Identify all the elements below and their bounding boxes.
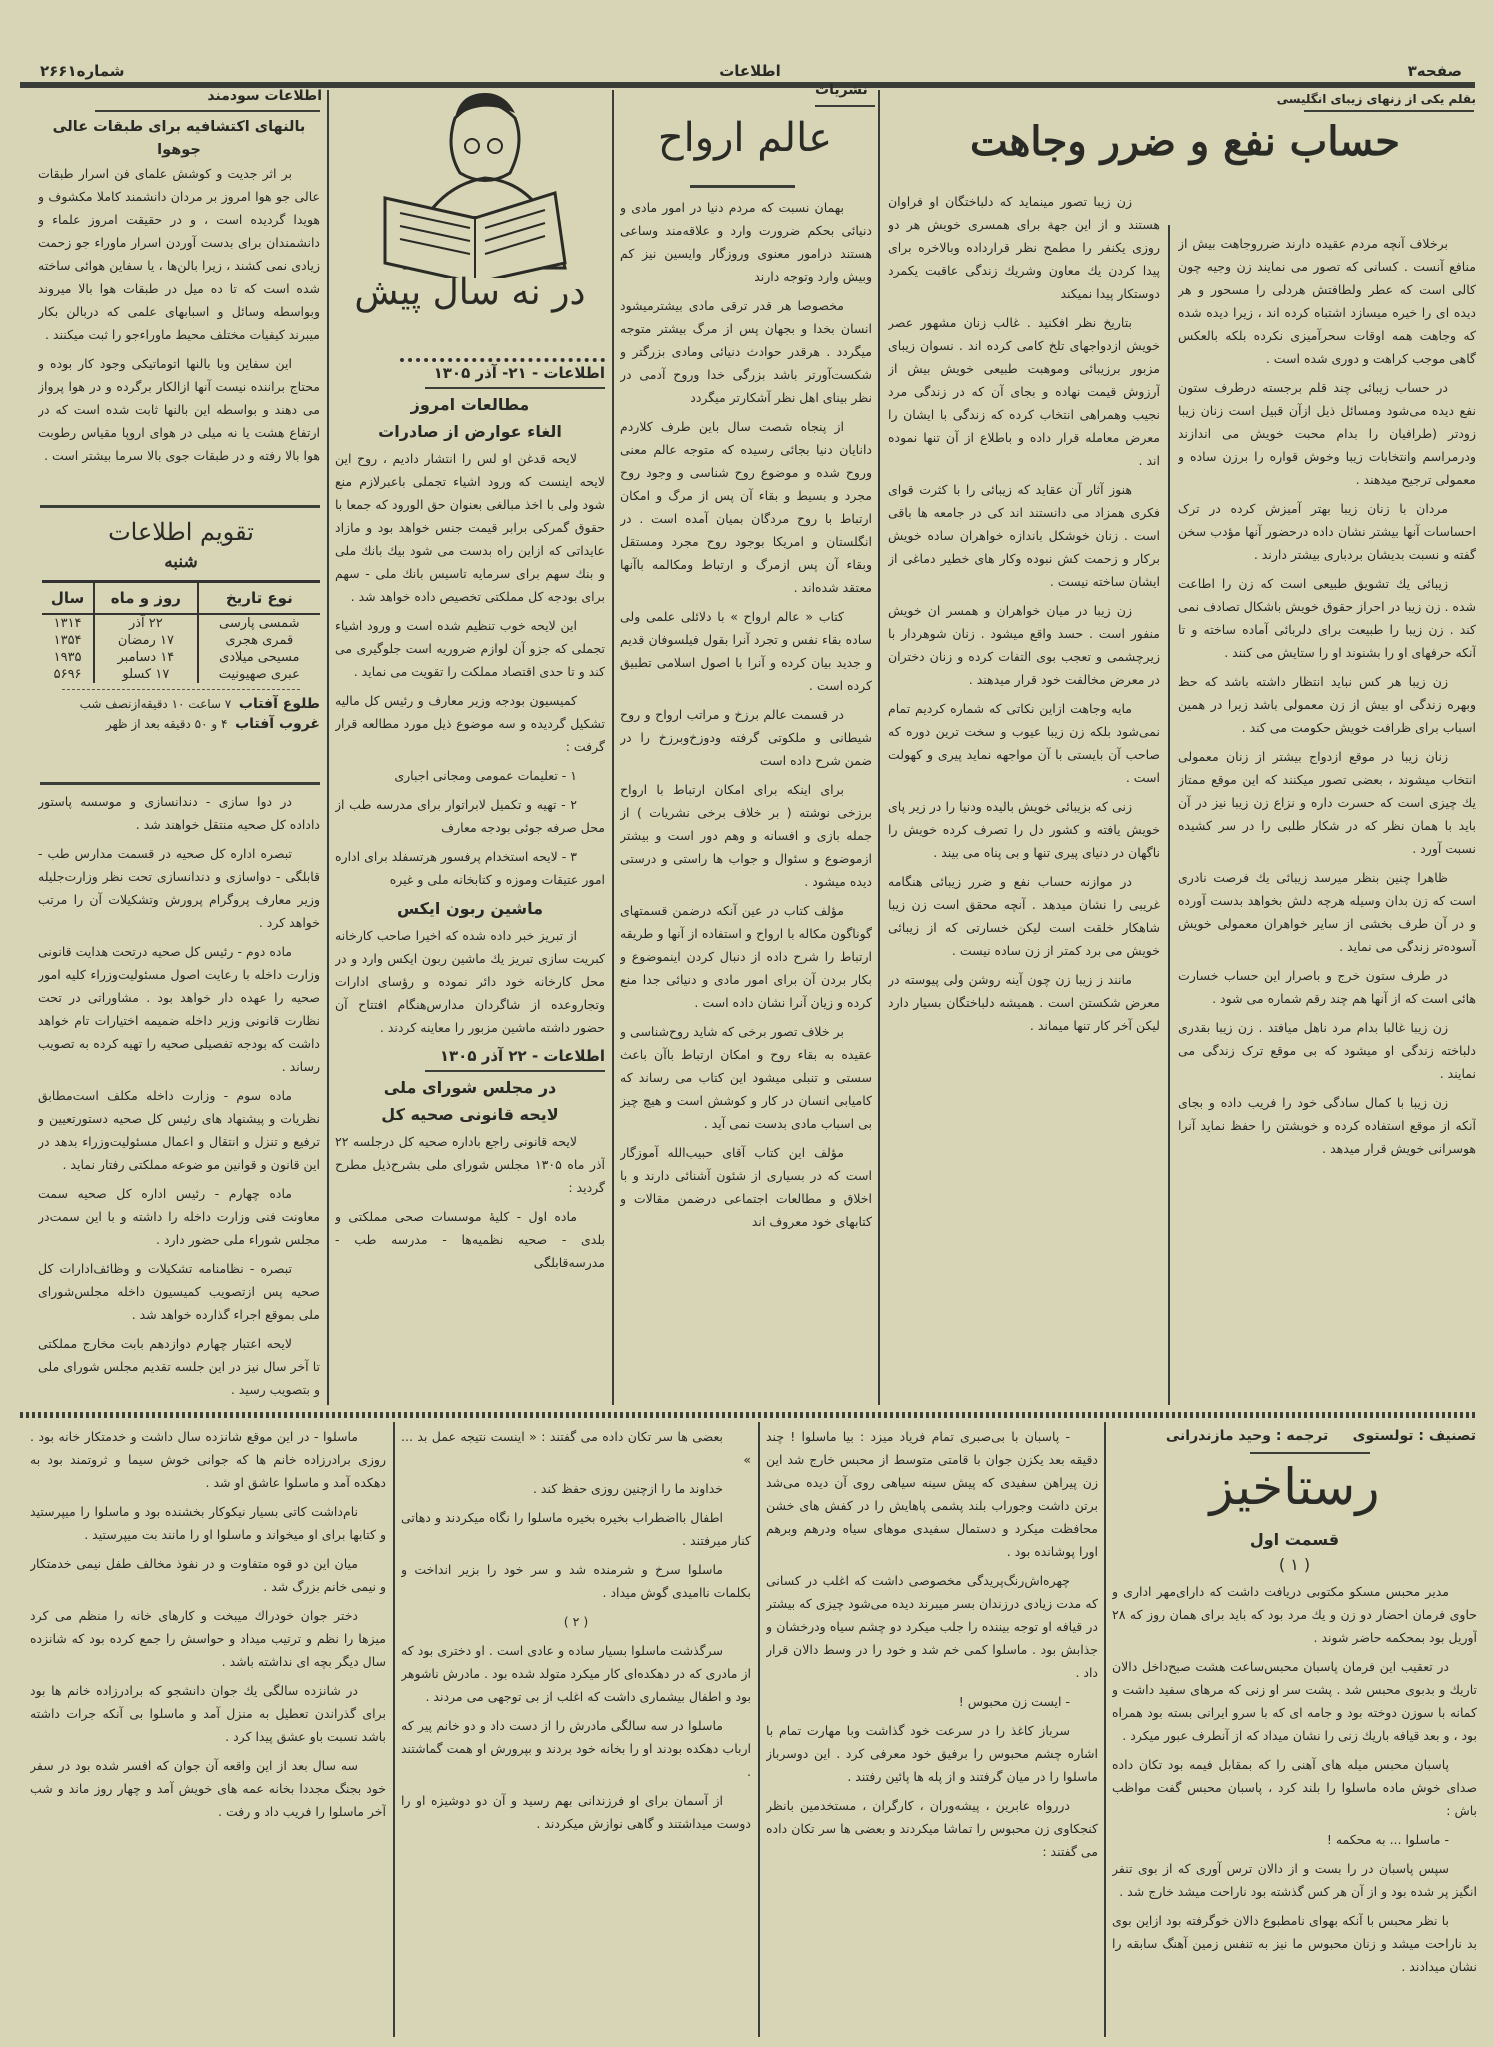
cell: ۱۳۱۴	[42, 614, 94, 632]
cell: قمری هجری	[225, 633, 294, 648]
sunset-row	[42, 716, 320, 732]
section-title: در نه سال پیش	[354, 272, 586, 313]
title-rule	[690, 185, 795, 188]
paragraph: بر اثر جدیت و کوشش علمای فن اسرار طبقات عالی جو هوا امروز بر مردان دانشمند کاملا مکشوف و هویدا گردیده است ، و در حقیقت امروز علماء و دانشمندان برای بدست آوردن اسرار ماوراء جو زحمت زیادی نمی کشند ، زیرا بالن‌ها ، یا سفاین هوائی ساخته شده است که تا ده میل در طبقات هوا بالا میروند وبواسطه وسائل و اسبابهای علمی که دربالن بکار میبرند کیفیات مختلف محیط ماوراءجو را ثبت میکنند .	[38, 166, 320, 342]
column-divider	[1104, 1422, 1106, 2037]
paragraph: چهره‌اش‌رنگ‌پریدگی مخصوصی داشت که اغلب در کسانی که مدت زیادی درزندان بسر میبرند دیده می‌شود چیزی که بیشتر در قیافه او توجه بیننده را جلب میکرد دو چشم سیاه ودرخشان و جذابش بود . ماسلوا کمی خم شد و خود را در وسط دالان قرار داد .	[766, 1573, 1098, 1680]
sunrise-row	[42, 696, 320, 712]
man-reading-newspaper-illustration	[345, 88, 595, 278]
issue-number: شماره۲۶۶۱	[40, 62, 125, 80]
paragraph: مخصوصا هر قدر ترقی مادی بیشترمیشود انسان بخدا و بجهان پس از مرگ بیشتر متوجه میگردد . هرقدر حوادث دنیائی ومادی بزرگتر و شکست‌آورتر باشد بزرگی خدا وروح آدمی در نظر بینای اهل نظر آشکارتر میگردد	[620, 298, 872, 405]
section-number: ( ۲ )	[563, 1614, 589, 1629]
paragraph: لایحه اعتبار چهارم دوازدهم بابت مخارج مملکتی تا آخر سال نیز در این جلسه تقدیم مجلس شورای ملی و بتصویب رسید .	[38, 1336, 320, 1397]
paragraph: دختر جوان خودراك میبخت و کارهای خانه را منظم می کرد میزها را نظم و ترتیب میداد و حواسش را جمع کرده بود که شانزده سال دیگر بچه ای نداشته باشد .	[30, 1608, 386, 1669]
page-number: صفحه۳	[1407, 62, 1462, 80]
paragraph: - ماسلوا ... به محکمه !	[1326, 1832, 1449, 1847]
paragraph: بر خلاف تصور برخی که شاید روح‌شناسی و عقیده به بقاء روح و امکان ارتباط باآن باعث سستی و تنبلی میشود این کتاب می رساند که کامیابی انسان در کار و کوشش است و هیچ چیز بی اسباب مادی بدست نمی آید .	[620, 1024, 872, 1131]
calendar-box	[42, 510, 320, 732]
paragraph: زنان زیبا در موقع ازدواج بیشتر از زنان معمولی انتخاب میشوند ، بعضی تصور میکنند که این موقع ممتاز یك چیزی است که حسرت داره و نزاع زن زیبا نیز در آن باید با همان نظر که در شکار طلبی را در سر کشیده نسبت آورد .	[1178, 749, 1476, 856]
paragraph: در دوا سازی - دندانسازی و موسسه پاستور داداده کل صحیه منتقل خواهند شد .	[38, 794, 320, 832]
paragraph: تبصره - نظامنامه تشکیلات و وظائف‌ادارات کل صحیه پس ازتصویب کمیسیون داخله مجلس‌شورای ملی بموقع اجراء گذارده خواهد شد .	[38, 1261, 320, 1322]
table-row	[42, 666, 320, 683]
paragraph: زنی که بزیبائی خویش بالیده ودنیا را در زیر پای خویش یافته و کشور دل را تصرف کرده خویش را ناگهان در دنیای پیری تنها و بی پناه می بیند .	[888, 799, 1160, 860]
paragraph: بهمان نسبت که مردم دنیا در امور مادی و دنیائی بحکم ضرورت وارد و علاقه‌مند وساعی هستند درامور معنوی وروزگار وایسین نیز کم وبیش وارد وتوجه دارند	[620, 200, 872, 284]
calendar-title: تقویم اطلاعات	[108, 518, 254, 546]
serial-part: قسمت اول	[1249, 1530, 1340, 1549]
paragraph: برخلاف آنچه مردم عقیده دارند ضرروجاهت بیش از منافع آنست . کسانی که تصور می نمایند زن وجیه چون کالی است که عطر ولطافتش هردلی را مسحور و هر دیده ای را خیره میسازد اشتباه کرده اند ، زیرا دیده شده که وجاهت همه اوقات سحرآمیزی نکرده بلکه بالعکس گاهی موجب کراهت و دوری شده است .	[1178, 236, 1476, 366]
paragraph: بتاریخ نظر افکنید . غالب زنان مشهور عصر خویش ازدواجهای تلخ کامی کرده اند . نسوان زیبای مزبور برزیبائی وموهبت طبیعی خویش بیش از آرزوش قیمت نهاده و بجای آن که در زندگی مرد نجیب وهمراهی انتخاب کرده که زندگی با ایشان را معرض معامله قرار داده و باطلاع از آن تنها نموده اند .	[888, 315, 1160, 468]
calendar-table	[42, 580, 320, 683]
paragraph: در تعقیب این فرمان پاسبان محبس‌ساعت هشت صبح‌داخل دالان تاریك و بدبوی محبس شد . پشت سر او زنی که مرهای سفید داشت و کمانه با سوزن دوخته بود و جامه ای که با سرو ایرانی بسته بود همراه بود ، و بعد قیافه باریك زنی را نشان میداد که از آنطرف عبور میکرد .	[1112, 1659, 1477, 1743]
cell: مسیحی میلادی	[219, 650, 300, 665]
paragraph: در قسمت عالم برزخ و مراتب ارواح و روح شیطانی و ملکوتی گرفته ودوزخ‌وبرزخ را در ضمن شرح داده است	[620, 707, 872, 768]
paragraph: مؤلف کتاب در عین آنکه درضمن قسمتهای گوناگون مکاله با ارواح و استفاده از آنها و طریقه ارتباط را شرح داده از دنبال کردن اینموضوع و بکار بردن آن برای امور مادی و دنیائی جدا منع کرده و زیان آنرا نشان داده است .	[620, 903, 872, 1010]
sunset-time: ۴ و ۵۰ دقیقه بعد از ظهر	[105, 717, 228, 731]
rule	[1250, 1452, 1370, 1454]
paragraph: ۳ - لایحه استخدام پرفسور هرتسفلد برای اداره امور عتیقات وموزه و کتابخانه ملی و غیره	[335, 849, 605, 887]
paragraph: این لایحه خوب تنظیم شده است و ورود اشیاء تجملی که جزو آن لوازم ضروریه است جلوگیری می کند و تا حدی اقتصاد مملکت را تقویت می نماید .	[335, 618, 605, 679]
paragraph: سرباز کاغذ را در سرعت خود گذاشت وبا مهارت تمام با اشاره چشم محبوس را برفیق خود معرفی کرد . این دوسرباز ماسلوا را در میان گرفتند و از پله ها پائین رفتند .	[766, 1723, 1098, 1784]
column-divider	[612, 90, 614, 1405]
author: تصنیف : تولستوی	[1352, 1428, 1476, 1444]
paragraph: ۱ - تعلیمات عمومی ومجانی اجباری	[394, 768, 577, 783]
paragraph: سرگذشت ماسلوا بسیار ساده و عادی است . او دختری بود که از مادری که در دهکده‌ای کار میکرد متولد شده بود . مادرش ناشوهر بود و اطفال بیشماری داشت که اغلب از بی توجهی می مردند .	[401, 1643, 751, 1704]
sunrise-time: ۷ ساعت ۱۰ دقیقه‌ازنصف شب	[79, 697, 232, 711]
dotted-rule	[62, 689, 300, 690]
paragraph: مانند ز زیبا زن چون آینه روشن ولی پیوسته در معرض شکستن است . همیشه دلباختگان بسیار دارد لیکن آخر کار تنها میماند .	[888, 972, 1160, 1033]
translator: ترجمه : وحید مازندرانی	[1165, 1428, 1329, 1444]
table-row	[42, 632, 320, 649]
section-rule	[815, 105, 875, 107]
paragraph: - ایست زن محبوس !	[958, 1694, 1070, 1709]
byline: بقلم یکی از زنهای زیبای انگلیسی	[1276, 92, 1476, 106]
section-label: اطلاعات سودمند	[207, 88, 322, 104]
cell: ۱۷ رمضان	[94, 632, 197, 649]
paragraph: زن زیبا تصور مینماید که دلباختگان او فراوان هستند و از این جهة برای همسری خویش هر دو روزی یکنفر را مطمح نظر قرارداده وبالاخره برای پیدا کردن یك معاون وشریك زندگی عاقبت یکمرد دوستکار پیدا نمیکند	[888, 194, 1160, 301]
spirits-article-body	[620, 196, 872, 1401]
subheading: لایحه قانونی صحیه کل	[381, 1105, 559, 1124]
paragraph: هنوز آثار آن عقاید که زیبائی را با کثرت قوای فکری همزاد می دانستند اند کی در جامعه ها باقی است . زنان خوشکل باندازه خواهران ساده خویش برکار و زحمت کش نبوده وکار های خطیر دماغی از ایشان ساخته نیست .	[888, 482, 1160, 589]
sunrise-label: طلوع آفتاب	[238, 696, 320, 712]
rule	[40, 505, 320, 508]
useful-info-body	[38, 116, 320, 501]
paragraph: نام‌داشت کاتی بسیار نیکوکار بخشنده بود و ماسلوا را میپرستید و کتابها برای او میخواند و ماسلوا او را مانند بت میپرستید .	[30, 1504, 386, 1542]
main-article-col-2	[888, 190, 1160, 1402]
paragraph: در حساب زیبائی چند قلم برجسته درطرف ستون نفع دیده می‌شود ومسائل ذیل ازآن قبیل است زنان زیبا زودتر (طرافیان را بدام محبت خویش می اندازند ودرمراسم وانتخابات زیبا وخوش قواره را برزن ساده و معمولی ترجیح میدهند .	[1178, 380, 1476, 487]
rule	[425, 1070, 605, 1072]
serial-number: ( ۱ )	[1278, 1555, 1311, 1574]
paragraph: ماسلوا - در این موقع شانزده سال داشت و خدمتکار خانه بود . روزی برادرزاده خانم ها که جوانی خوش سیما و ثروتمند بود به دهکده آمد و ماسلوا عاشق او شد .	[30, 1429, 386, 1490]
serial-col-3	[401, 1425, 751, 2040]
serial-col-4	[30, 1425, 386, 2040]
table-row	[42, 614, 320, 632]
paragraph: ماده چهارم - رئیس اداره کل صحیه سمت معاونت فنی وزارت داخله را داشته و با این سمت‌در مجلس شوراء ملی حضور دارد .	[38, 1186, 320, 1247]
paragraph: برای اینکه برای امکان ارتباط با ارواح برزخی نوشته ( بر خلاف برخی نشریات ) از جمله بازی و افسانه و وهم دور است و بیشتر ازموضوع و سئوال و جواب ها راستی و درستی دیده میشود .	[620, 782, 872, 889]
paragraph: تبصره اداره کل صحیه در قسمت مدارس طب - قابلگی - دواسازی و دندانسازی تحت نظر وزارت‌جلیله وزیر معارف پروگرام پرورش وتشکیلات آن را مرتب خواهد کرد .	[38, 846, 320, 930]
paragraph: ماده سوم - وزارت داخله مکلف است‌مطابق نظریات و پیشنهاد های رئیس کل صحیه دستورتعیین و ترفیع و تنزل و انتقال و اعمال مسئولیت‌وزراء بدهد در این قانون و قوانین مو ضوعه مملکتی رفتار نماید .	[38, 1088, 320, 1172]
paragraph: دررواه عابرین ، پیشه‌وران ، کارگران ، مستخدمین بانظر کنجکاوی زن محبوس را تماشا میکردند و بعضی ها سر تکان داده می گفتند :	[766, 1798, 1098, 1859]
cell: ۱۳۵۴	[42, 632, 94, 649]
paragraph: از آسمان برای او فرزندانی بهم رسید و آن دو دوشیزه او را دوست میداشتند و گاهی نوازش میکردند .	[401, 1793, 751, 1831]
paragraph: کمیسیون بودجه وزیر معارف و رئیس کل مالیه تشکیل گردیده و سه موضوع ذیل مورد مطالعه قرار گرفت :	[335, 693, 605, 754]
byline-rule	[1304, 110, 1474, 112]
paragraph: لایحه قانونی راجع باداره صحیه کل درجلسه ۲۲ آذر ماه ۱۳۰۵ مجلس شورای ملی بشرح‌ذیل مطرح گردید :	[335, 1134, 605, 1195]
date-heading: اطلاعات - ۲۲ آذر ۱۳۰۵	[439, 1047, 605, 1065]
serial-col-2	[766, 1425, 1098, 2040]
subheading: الغاء عوارض از صادرات	[378, 422, 562, 441]
cell: ۱۷ کسلو	[94, 666, 197, 683]
paragraph: ماده دوم - رئیس کل صحیه درتحت هدایت قانونی وزارت داخله با رعایت اصول مسئولیت‌وزراء کلیه امور صحیه را عهده دار خواهد بود . مشاوراتی در تحت نظارت قانونی وزیر داخله ضمیمه اختیارات تام خواهد داشت که بودجه تفصیلی صحیه را تهیه کرده به تصویب رساند .	[38, 944, 320, 1074]
paragraph: زیبائی یك تشویق طبیعی است که زن را اطاعت شده . زن زیبا در احراز حقوق خویش باشکال تصادف نمی کند . زن زیبا را طبیعت برای دلربائی آماده ساخته و تا آنکه حرفهای او را بشنوند او را ستایش می کنند .	[1178, 576, 1476, 660]
paragraph: اطفال بااضطراب بخیره بخیره ماسلوا را نگاه میکردند و دهاتی کنار میرفتند .	[401, 1510, 751, 1548]
subheading: در مجلس شورای ملی	[383, 1078, 557, 1097]
column-header: روز و ماه	[94, 582, 197, 615]
paragraph: خداوند ما را ازچنین روزی حفظ کند .	[532, 1481, 723, 1496]
paragraph: سپس پاسبان در را بست و از دالان ترس آوری که از بوی تنفر انگیز پر شده بود و از آن هر کس گذشته بود ناراحت میشد خارج شد .	[1112, 1861, 1477, 1899]
paragraph: ماسلوا در سه سالگی مادرش را از دست داد و دو خانم پیر که ارباب دهکده بودند او را بخانه خود بردند و بپرورش او همت گماشتند .	[401, 1718, 751, 1779]
cell: ۵۶۹۶	[42, 666, 94, 683]
paragraph: بعضی ها سر تکان داده می گفتند : « اینست نتیجه عمل بد ... »	[401, 1429, 751, 1467]
paragraph: این سفاین وبا بالنها اتوماتیکی وجود کار بوده و محتاج براننده نیست آنها ازالکار برگرده و در هوا پرواز می دهند و بواسطه این بالنها ثابت شده است که در ارتفاع هشت یا نه میلی در هوای اروپا مقیاس رطوبت هوا بالا رفته و در طبقات جوی بالا سرما بیشتر است .	[38, 356, 320, 463]
nine-years-body	[335, 362, 605, 1402]
paragraph: - پاسبان با بی‌صبری تمام فریاد میزد : بیا ماسلوا ! چند دقیقه بعد یکزن جوان با قامتی متوسط از محبس خارج شد این زن پیراهن سفیدی که پیش سینه سیاهی روی آن دیده می‌شد برتن داشت وجوراب بلند پشمی پاهایش را در کفش های خشن محافظت میکرد و دستمال سفیدی موهای سیاه ودرهم وبرهم اورا پوشانده بود .	[766, 1429, 1098, 1559]
rule	[40, 782, 320, 785]
paragraph: ۲ - تهیه و تکمیل لابراتوار برای مدرسه طب از محل صرفه جوئی بودجه معارف	[335, 797, 605, 835]
column-divider	[1168, 225, 1170, 1405]
paragraph: سه سال بعد از این واقعه آن جوان که افسر شده بود در سفر خود بجنگ مجددا بخانه عمه های خویش آمد و چهار روز ماند و شب آخر ماسلوا را فریب داد و رفت .	[30, 1758, 386, 1819]
column-divider	[393, 1422, 395, 2037]
cell: ۱۹۳۵	[42, 649, 94, 666]
calendar-day: شنبه	[164, 552, 198, 572]
paragraph: لایحه قدغن او لس را انتشار دادیم ، روح این لایحه اینست که ورود اشیاء تجملی باعبرلازم منع شود ولی با اخذ مبالغی بعنوان حق الورود که جمعا با حقوق گمرکی برابر قیمت جنس خواهد بود و مازاد عایداتی که ازاین راه بدست می شود بیك بانك ملی و بنك سهم برای سرمایه تاسیس بانك ملی - سهم برای بودجه کل مملکتی تخصیص داده خواهد شد .	[335, 451, 605, 604]
table-row	[42, 649, 320, 666]
serial-col-1	[1112, 1580, 1477, 2040]
paragraph: در طرف ستون خرج و باصرار این حساب خسارت هائی است که از آنها هم چند رقم شماره می شود .	[1178, 968, 1476, 1006]
subheading: مطالعات امروز	[410, 395, 530, 414]
section-label: نشریات	[815, 82, 868, 98]
paragraph: در موازنه حساب نفع و ضرر زیبائی هنگامه غریبی را نشان میدهد . آنچه محقق است زن زیبا شاهکار خلقت است لیکن خسارتی که از زیبائی خویش می برد کمتر از زن ساده نیست .	[888, 874, 1160, 958]
paragraph: مردان با زنان زیبا بهتر آمیزش کرده در ترک احساسات آنها بیشتر نشان داده درحضور آنها مؤدب سخن گفته و نسبت بدیشان بردباری بیشتر دارند .	[1178, 501, 1476, 562]
newspaper-name: اطلاعات	[719, 62, 781, 80]
cell: عبری صهیونیت	[218, 667, 300, 682]
paragraph: با نظر محبس با آنکه بهوای نامطبوع دالان خوگرفته بود ازاین بوی بد ناراحت میشد و زنان محبوس ما نیز به تنفس زمین آهنگ سابقه را نشان میدادند .	[1112, 1913, 1477, 1974]
article-title: حساب نفع و ضرر وجاهت	[970, 118, 1400, 165]
column-divider	[327, 90, 329, 1405]
section-rule	[95, 110, 320, 112]
column-header: نوع تاریخ	[198, 582, 320, 615]
paragraph: زن زیبا هر کس نباید انتظار داشته باشد که حظ وبهره زندگی او بیش از زن معمولی باشد زیرا در همین اسباب برای ظرافت خویش حکومت می کند .	[1178, 674, 1476, 735]
paragraph: ماده اول - کلیهٔ موسسات صحی مملکتی و بلدی - صحیه نظمیه‌ها - مدرسه طب - مدرسه‌قابلگی	[335, 1209, 605, 1270]
paragraph: مایه وجاهت ازاین نکاتی که شماره کردیم تمام نمی‌شود بلکه زن زیبا عیوب و سخت ترین دوره که صاحب آن بایستی با آن مواجهه نماید پیری و کهولت است .	[888, 701, 1160, 785]
paragraph: زن زیبا در میان خواهران و همسر ان خویش منفور است . حسد واقع میشود . زنان شوهردار با زیرچشمی و تعجب بوی التفات کرده و زنان دختران در معرض مخالفت خود قرار میدهند .	[888, 603, 1160, 687]
rule	[425, 387, 605, 389]
date-heading: اطلاعات - ۲۱- آذر ۱۳۰۵	[433, 364, 605, 382]
sunset-label: غروب آفتاب	[235, 716, 320, 732]
paragraph: کتاب « عالم ارواح » با دلائلی علمی ولی ساده بقاء نفس و تجرد آنرا بقول فیلسوفان قدیم و جدید بیان کرده و آنرا با اصول اسلامی تطبیق کرده است .	[620, 609, 872, 693]
cell: ۱۴ دسامبر	[94, 649, 197, 666]
article-title: بالنهای اکتشافیه برای طبقات عالی جوهوا	[52, 119, 306, 158]
paragraph: در شانزده سالگی یك جوان دانشجو که برادرزاده خانم ها بود برای گذراندن تعطیل به منزل آمد و ماسلوا بی آنکه جرات داشته باشد نسبت باو عشق پیدا کرد .	[30, 1683, 386, 1744]
paragraph: مؤلف این کتاب آقای حبیب‌الله آموزگار است که در بسیاری از شئون آشنائی دارند و با اخلاق و مطالعات اجتماعی درضمن مقالات و کتابهای خود معروف اند	[620, 1145, 872, 1229]
paragraph: پاسبان محبس میله های آهنی را که بمقابل فیمه بود تکان داده صدای خوش ماده ماسلوا را بلند کرد ، پاسبان محبس گفت مواظب باش :	[1112, 1757, 1477, 1818]
health-law-continued	[38, 790, 320, 1402]
paragraph: ظاهرا چنین بنظر میرسد زیبائی یك فرصت نادری است که زن بدان وسیله هرچه دلش بخواهد بدست آورده و در آن طرف بخشی از سایر خواهران معمولی خویش آسوده‌تر زندگی می نماید .	[1178, 870, 1476, 954]
paragraph: زن زیبا غالبا بدام مرد ناهل میافتد . زن زیبا بقدری دلباخته زندگی او میشود که بی موقع ترک زندگی می نمایند .	[1178, 1020, 1476, 1081]
section-divider	[20, 1412, 1475, 1418]
paragraph: از پنجاه شصت سال باین طرف کلاردم دانایان دنیا بجائی رسیده که متوجه عالم معنی وروح شده و موضوع روح شناسی و وجود روح مجرد و بسیط و بقاء آن پس از مرگ و امکان ارتباط با روح مردگان بمیان آمده است . در انگلستان و امریکا بوجود روح مجرد ومستقل وبقاء آن پس ازمرگ و ارتباط ومکالمه باآنها معتقد شده‌اند .	[620, 419, 872, 595]
serial-credits	[1166, 1428, 1476, 1444]
article-title: عالم ارواح	[657, 115, 833, 161]
column-divider	[758, 1422, 760, 2037]
serial-title: رستاخیز	[1209, 1458, 1380, 1516]
subheading: ماشین ربون ایکس	[396, 899, 544, 918]
paragraph: مدیر محبس مسکو مکتوبی دریافت داشت که دارای‌مهر اداری و حاوی فرمان احضار دو زن و یك مرد بود که باید برای همان روز که ۲۸ آوریل بود بمحکمه حاضر شوند .	[1112, 1584, 1477, 1645]
column-divider	[878, 90, 880, 1405]
paragraph: میان این دو قوه متفاوت و در نفوذ مخالف طفل نیمی خدمتکار و نیمی خانم بزرگ شد .	[30, 1556, 386, 1594]
cell: ۲۲ آذر	[94, 614, 197, 632]
main-article-col-1	[1178, 232, 1476, 1402]
cell: شمسی پارسی	[219, 616, 300, 631]
paragraph: زن زیبا با کمال سادگی خود را فریب داده و بجای آنکه از موقع استفاده کرده و خوبشتن را حفظ نماید آنرا هوسرانی خویش قرار میدهد .	[1178, 1095, 1476, 1156]
column-header: سال	[42, 582, 94, 615]
paragraph: از تبریز خبر داده شده که اخیرا صاحب کارخانه کبریت سازی تبریز یك ماشین ربون ایکس وارد و در محل کارخانه خود دائر نموده و رؤسای ادارات وتجاروعده از شاگردان مدارس‌هنگام افتتاح آن حضور داشته ماشین مزبور را معاینه کردند .	[335, 928, 605, 1035]
paragraph: ماسلوا سرخ و شرمنده شد و سر خود را بزیر انداخت و بکلمات ناامیدی گوش میداد .	[401, 1562, 751, 1600]
